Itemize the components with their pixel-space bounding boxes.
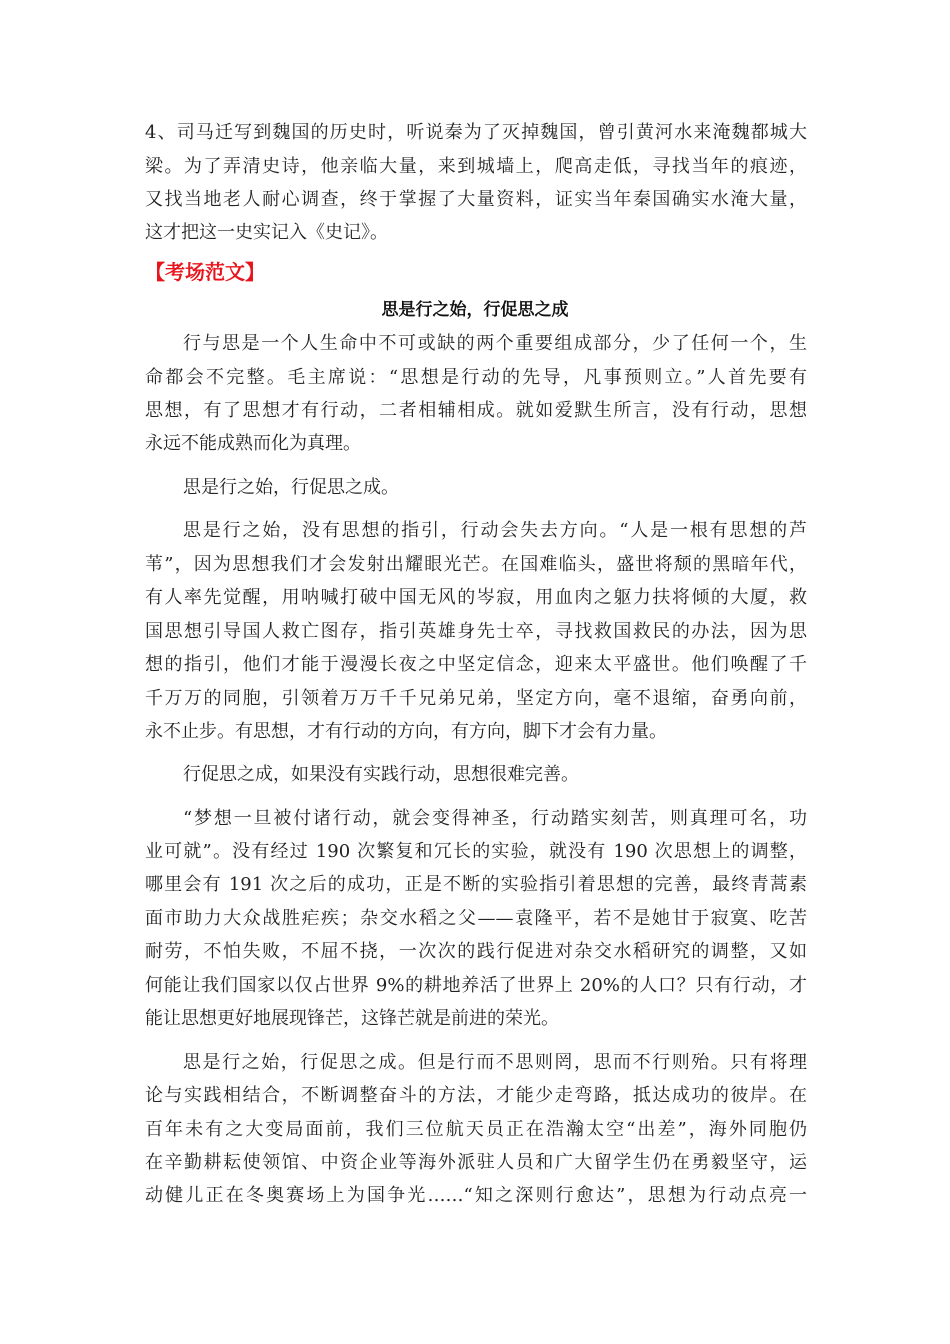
text-line: 命都会不完整。毛主席说：“思想是行动的先导，凡事预则立。”人首先要有 <box>145 367 807 388</box>
text-line: 国思想引导国人救亡图存，指引英雄身先士卒，寻找救国救民的办法，因为思 <box>145 621 807 642</box>
text-line: 想的指引，他们才能于漫漫长夜之中坚定信念，迎来太平盛世。他们唤醒了千 <box>145 654 807 675</box>
text-line: 百年未有之大变局面前，我们三位航天员正在浩瀚太空“出差”，海外同胞仍 <box>145 1119 807 1140</box>
text-line: 业可就”。没有经过 190 次繁复和冗长的实验，就没有 190 次思想上的调整， <box>145 841 807 862</box>
text-line: 动健儿正在冬奥赛场上为国争光……“知之深则行愈达”，思想为行动点亮一 <box>145 1185 807 1206</box>
text-line: 耐劳，不怕失败，不屈不挠，一次次的践行促进对杂交水稻研究的调整，又如 <box>145 941 807 962</box>
text-line: 思是行之始，行促思之成。但是行而不思则罔，思而不行则殆。只有将理 <box>183 1052 807 1073</box>
text-line: “梦想一旦被付诸行动，就会变得神圣，行动踏实刻苦，则真理可名，功 <box>183 808 807 829</box>
text-line: 何能让我们国家以仅占世界 9%的耕地养活了世界上 20%的人口？只有行动，才 <box>145 975 807 996</box>
text-line: 哪里会有 191 次之后的成功，正是不断的实验指引着思想的完善，最终青蒿素 <box>145 874 807 895</box>
text-line: 思是行之始，行促思之成。 <box>183 477 399 498</box>
text-line: 能让思想更好地展现锋芒，这锋芒就是前进的荣光。 <box>145 1008 559 1029</box>
text-line: 这才把这一史实记入《史记》。 <box>145 222 388 243</box>
text-line: 思是行之始，没有思想的指引，行动会失去方向。“人是一根有思想的芦 <box>183 520 807 541</box>
text-line: 有人率先觉醒，用呐喊打破中国无风的岑寂，用血肉之躯力扶将倾的大厦，救 <box>145 587 807 608</box>
text-line: 在辛勤耕耘使领馆、中资企业等海外派驻人员和广大留学生仍在勇毅坚守，运 <box>145 1152 807 1173</box>
text-line: 思想，有了思想才有行动，二者相辅相成。就如爱默生所言，没有行动，思想 <box>145 400 807 421</box>
section-heading: 【考场范文】 <box>145 260 265 284</box>
text-line: 苇”，因为思想我们才会发射出耀眼光芒。在国难临头，盛世将颓的黑暗年代， <box>145 554 807 575</box>
essay-title: 思是行之始，行促思之成 <box>381 300 569 320</box>
text-line: 永远不能成熟而化为真理。 <box>145 433 361 454</box>
text-line: 论与实践相结合，不断调整奋斗的方法，才能少走弯路，抵达成功的彼岸。在 <box>145 1085 807 1106</box>
text-line: 千万万的同胞，引领着万万千千兄弟兄弟，坚定方向，毫不退缩，奋勇向前， <box>145 688 807 709</box>
text-line: 永不止步。有思想，才有行动的方向，有方向，脚下才会有力量。 <box>145 721 667 742</box>
text-line: 4、司马迁写到魏国的历史时，听说秦为了灭掉魏国，曾引黄河水来淹魏都城大 <box>145 122 807 143</box>
text-line: 又找当地老人耐心调查，终于掌握了大量资料，证实当年秦国确实水淹大量， <box>145 189 807 210</box>
text-line: 面市助力大众战胜疟疾；杂交水稻之父——袁隆平，若不是她甘于寂寞、吃苦 <box>145 908 807 929</box>
text-line: 行与思是一个人生命中不可或缺的两个重要组成部分，少了任何一个，生 <box>183 333 807 354</box>
text-line: 行促思之成，如果没有实践行动，思想很难完善。 <box>183 764 579 785</box>
text-line: 梁。为了弄清史诗，他亲临大量，来到城墙上，爬高走低，寻找当年的痕迹， <box>145 156 807 177</box>
